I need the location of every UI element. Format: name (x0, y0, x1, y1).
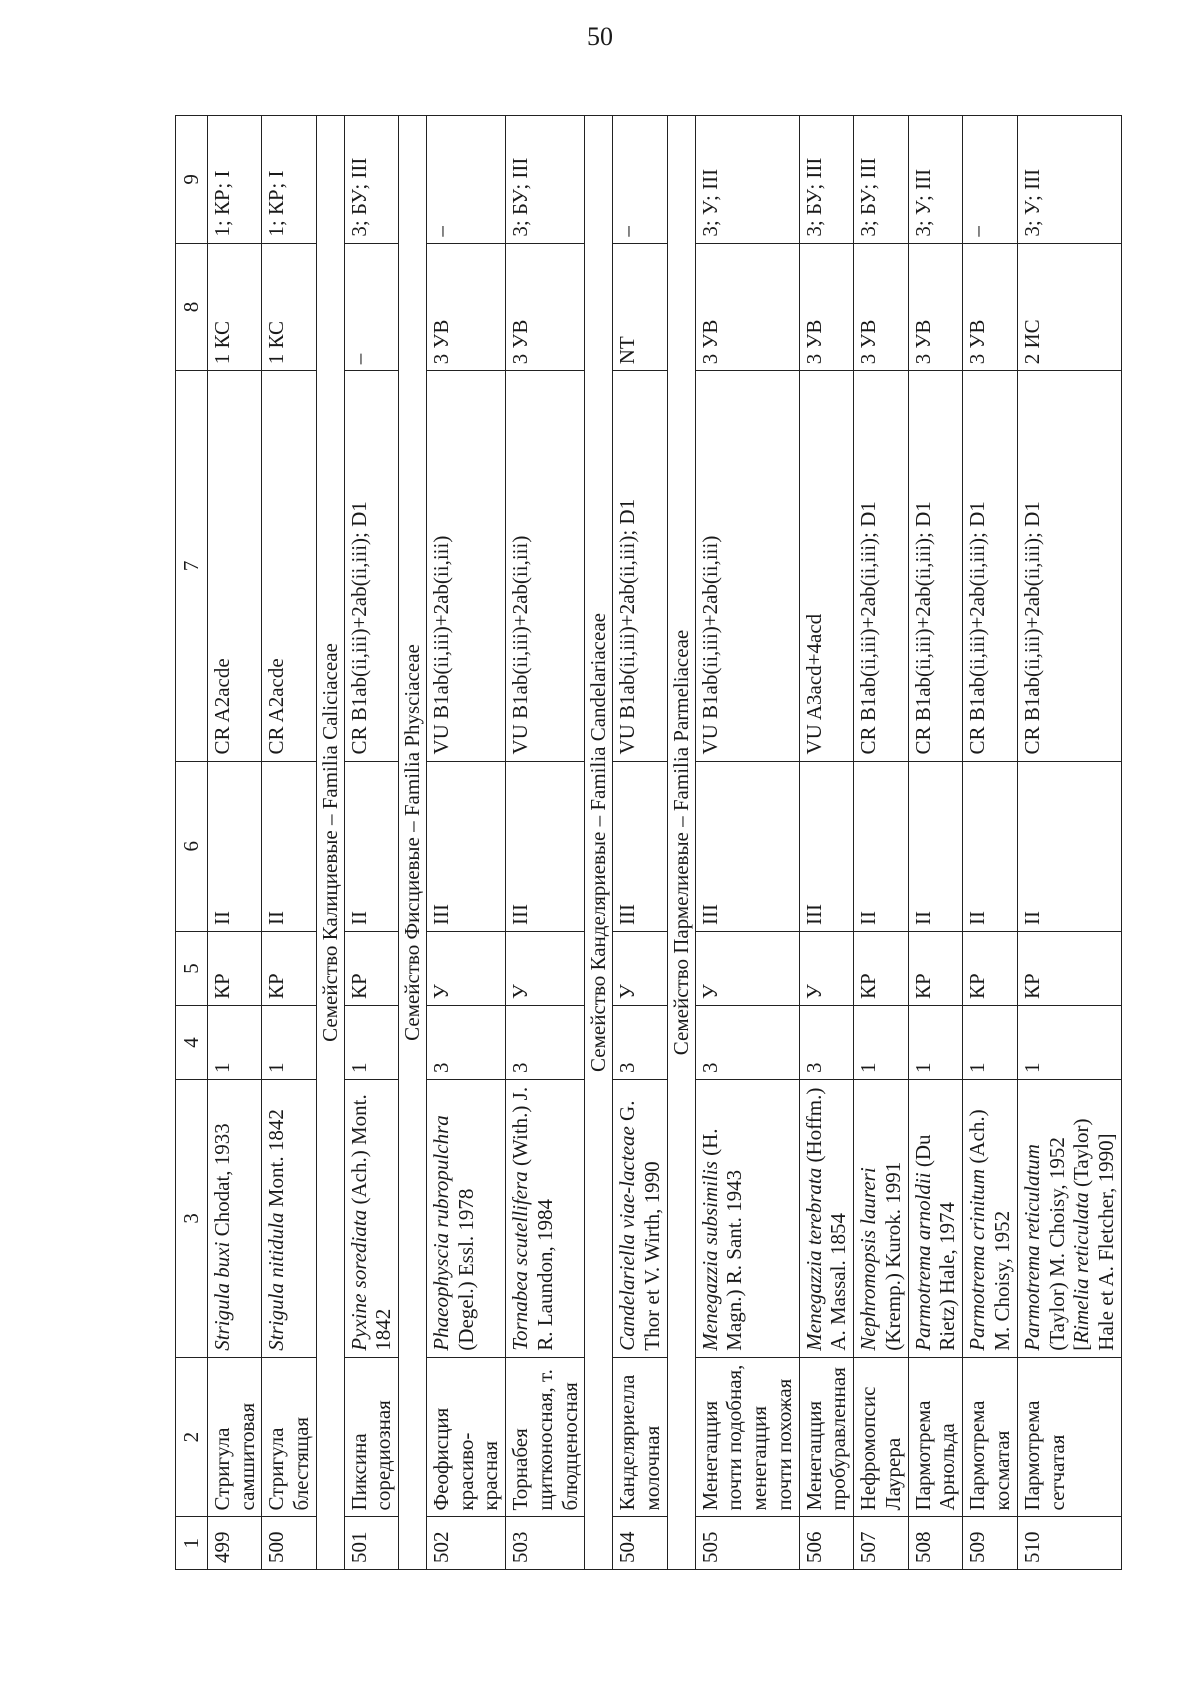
latin-genus-species: Pyxine sorediata (346, 1209, 371, 1351)
table-row (908, 116, 963, 1570)
header-cell: 7 (176, 371, 208, 761)
row-number: 502 (426, 1517, 505, 1570)
table-row (262, 116, 317, 1570)
table-row (695, 116, 799, 1570)
iucn-criteria: VU B1ab(ii,iii)+2ab(ii,iii) (695, 371, 799, 761)
col-8-value: 1 КС (207, 243, 262, 371)
row-number: 506 (799, 1517, 854, 1570)
family-row (399, 116, 427, 1570)
col-4-value: 3 (426, 1006, 505, 1080)
iucn-criteria: CR B1ab(ii,iii)+2ab(ii,iii); D1 (963, 371, 1018, 761)
col-8-value: 3 УВ (854, 243, 909, 371)
latin-genus-species: Tornabea scutellifera (508, 1171, 533, 1351)
col-9-value: 3; БУ; III (344, 116, 399, 244)
latin-genus-species: Candelariella viae-lacteae (615, 1126, 640, 1351)
header-cell: 8 (176, 243, 208, 371)
russian-name: Торнабея щитконосная, т. блюдценосная (506, 1357, 585, 1517)
red-list-table-rotated (175, 115, 1119, 1570)
col-9-value: 3; БУ; III (799, 116, 854, 244)
latin-genus-species: Parmotrema crinitum (965, 1168, 990, 1351)
header-cell: 4 (176, 1006, 208, 1080)
latin-authority: (Hoffm.) A. Massal. 1854 (801, 1087, 851, 1351)
col-5-value: КР (344, 932, 399, 1006)
iucn-criteria: CR B1ab(ii,iii)+2ab(ii,iii); D1 (1017, 371, 1121, 761)
col-5-value: У (695, 932, 799, 1006)
latin-name (426, 1080, 505, 1358)
col-8-value: – (344, 243, 399, 371)
col-9-value: – (426, 116, 505, 244)
latin-name (262, 1080, 317, 1358)
col-9-value: – (613, 116, 668, 244)
col-4-value: 1 (963, 1006, 1018, 1080)
latin-genus-species: Parmotrema reticulatum (1019, 1144, 1044, 1351)
table-row (799, 116, 854, 1570)
col-6-value: II (963, 761, 1018, 931)
header-cell: 2 (176, 1357, 208, 1517)
latin-authority: (Ach.) M. Choisy, 1952 (965, 1109, 1014, 1351)
latin-genus-species: Nephromopsis laureri (856, 1167, 881, 1351)
family-row (316, 116, 344, 1570)
iucn-criteria: CR B1ab(ii,iii)+2ab(ii,iii); D1 (908, 371, 963, 761)
latin-name (613, 1080, 668, 1358)
header-cell: 6 (176, 761, 208, 931)
iucn-criteria: CR A2acde (262, 371, 317, 761)
col-5-value: У (799, 932, 854, 1006)
russian-name: Пиксина соредиозная (344, 1357, 399, 1517)
iucn-criteria: VU B1ab(ii,iii)+2ab(ii,iii); D1 (613, 371, 668, 761)
header-cell: 3 (176, 1080, 208, 1358)
col-9-value: 3; БУ; III (854, 116, 909, 244)
table-row (426, 116, 505, 1570)
latin-authority: (H. Magn.) R. Sant. 1943 (697, 1128, 747, 1351)
col-9-value: – (963, 116, 1018, 244)
header-cell: 1 (176, 1517, 208, 1570)
col-4-value: 1 (207, 1006, 262, 1080)
family-heading: Семейство Калициевые – Familia Caliciaceae (316, 116, 344, 1570)
latin-name (344, 1080, 399, 1358)
col-9-value: 3; У; III (695, 116, 799, 244)
latin-authority: G. Thor et V. Wirth, 1990 (615, 1100, 665, 1351)
family-heading: Семейство Канделяриевые – Familia Candelariaceae (585, 116, 613, 1570)
col-6-value: III (426, 761, 505, 931)
latin-name (854, 1080, 909, 1358)
col-4-value: 1 (1017, 1006, 1121, 1080)
latin-name (506, 1080, 585, 1358)
latin-authority: (With.) J. R. Laundon, 1984 (508, 1086, 557, 1351)
table-row (344, 116, 399, 1570)
latin-genus-species: Parmotrema arnoldii (910, 1172, 935, 1351)
row-number: 499 (207, 1517, 262, 1570)
family-row (667, 116, 695, 1570)
latin-authority: (Du Rietz) Hale, 1974 (910, 1134, 960, 1351)
latin-genus-species: Strigula nitidula (264, 1212, 289, 1351)
russian-name: Феофисция красиво-красная (426, 1357, 505, 1517)
latin-authority: (Ach.) Mont. 1842 (346, 1094, 396, 1351)
family-heading: Семейство Фисциевые – Familia Physciaceae (399, 116, 427, 1570)
col-9-value: 1; КР; I (207, 116, 262, 244)
col-4-value: 1 (908, 1006, 963, 1080)
col-5-value: КР (854, 932, 909, 1006)
row-number: 509 (963, 1517, 1018, 1570)
latin-synonym: Rimelia reticulata (1069, 1192, 1094, 1344)
col-8-value: 3 УВ (963, 243, 1018, 371)
latin-genus-species: Strigula buxi (209, 1241, 234, 1351)
iucn-criteria: CR A2acde (207, 371, 262, 761)
col-5-value: У (426, 932, 505, 1006)
latin-name (1017, 1080, 1121, 1358)
table-row (963, 116, 1018, 1570)
russian-name: Стригула блестящая (262, 1357, 317, 1517)
row-number: 504 (613, 1517, 668, 1570)
russian-name: Менегацция пробуравленная (799, 1357, 854, 1517)
col-5-value: КР (963, 932, 1018, 1006)
latin-genus-species: Menegazzia terebrata (801, 1167, 826, 1351)
col-4-value: 3 (695, 1006, 799, 1080)
col-5-value: У (506, 932, 585, 1006)
col-6-value: III (695, 761, 799, 931)
latin-name (695, 1080, 799, 1358)
col-4-value: 1 (262, 1006, 317, 1080)
family-heading: Семейство Пармелиевые – Familia Parmeliaceae (667, 116, 695, 1570)
col-6-value: III (613, 761, 668, 931)
header-row (176, 116, 208, 1570)
col-6-value: II (1017, 761, 1121, 931)
table-row (207, 116, 262, 1570)
table-body (207, 116, 1121, 1570)
russian-name: Пармотрема косматая (963, 1357, 1018, 1517)
col-9-value: 3; У; III (908, 116, 963, 244)
latin-name (963, 1080, 1018, 1358)
russian-name: Нефромопсис Лаурера (854, 1357, 909, 1517)
col-5-value: У (613, 932, 668, 1006)
russian-name: Менегацция почти подобная, менегацция почти похожая (695, 1357, 799, 1517)
col-4-value: 1 (344, 1006, 399, 1080)
red-list-table (175, 115, 1122, 1570)
row-number: 510 (1017, 1517, 1121, 1570)
col-6-value: II (908, 761, 963, 931)
latin-genus-species: Menegazzia subsimilis (697, 1161, 722, 1351)
col-6-value: II (344, 761, 399, 931)
header-cell: 9 (176, 116, 208, 244)
col-8-value: 3 УВ (506, 243, 585, 371)
latin-authority: (Kremp.) Kurok. 1991 (880, 1161, 905, 1351)
iucn-criteria: VU A3acd+4acd (799, 371, 854, 761)
iucn-criteria: VU B1ab(ii,iii)+2ab(ii,iii) (506, 371, 585, 761)
table-row (506, 116, 585, 1570)
latin-genus-species: Phaeophyscia rubropulchra (428, 1115, 453, 1351)
header-cell: 5 (176, 932, 208, 1006)
page-number: 50 (587, 22, 613, 51)
col-6-value: III (506, 761, 585, 931)
row-number: 500 (262, 1517, 317, 1570)
row-number: 503 (506, 1517, 585, 1570)
latin-name (207, 1080, 262, 1358)
russian-name: Стригула самшитовая (207, 1357, 262, 1517)
table-row (613, 116, 668, 1570)
col-5-value: КР (262, 932, 317, 1006)
iucn-criteria: CR B1ab(ii,iii)+2ab(ii,iii); D1 (344, 371, 399, 761)
row-number: 501 (344, 1517, 399, 1570)
latin-authority: (Taylor) M. Choisy, 1952 [ (1044, 1137, 1094, 1351)
col-9-value: 1; КР; I (262, 116, 317, 244)
col-8-value: NT (613, 243, 668, 371)
table-row (1017, 116, 1121, 1570)
iucn-criteria: VU B1ab(ii,iii)+2ab(ii,iii) (426, 371, 505, 761)
table-row (854, 116, 909, 1570)
col-9-value: 3; У; III (1017, 116, 1121, 244)
iucn-criteria: CR B1ab(ii,iii)+2ab(ii,iii); D1 (854, 371, 909, 761)
col-4-value: 3 (506, 1006, 585, 1080)
col-8-value: 3 УВ (908, 243, 963, 371)
col-6-value: III (799, 761, 854, 931)
col-4-value: 3 (799, 1006, 854, 1080)
col-5-value: КР (908, 932, 963, 1006)
col-6-value: II (207, 761, 262, 931)
col-4-value: 3 (613, 1006, 668, 1080)
col-4-value: 1 (854, 1006, 909, 1080)
col-6-value: II (262, 761, 317, 931)
family-row (585, 116, 613, 1570)
latin-authority: (Degel.) Essl. 1978 (453, 1188, 478, 1351)
col-8-value: 1 КС (262, 243, 317, 371)
russian-name: Канделяриелла молочная (613, 1357, 668, 1517)
col-8-value: 3 УВ (799, 243, 854, 371)
row-number: 505 (695, 1517, 799, 1570)
col-8-value: 3 УВ (426, 243, 505, 371)
latin-authority: Mont. 1842 (264, 1109, 289, 1213)
col-8-value: 2 ИС (1017, 243, 1121, 371)
latin-synonym-authority: (Taylor) Hale et A. Fletcher, 1990] (1069, 1118, 1119, 1351)
russian-name: Пармотрема сетчатая (1017, 1357, 1121, 1517)
col-6-value: II (854, 761, 909, 931)
latin-authority: Chodat, 1933 (209, 1123, 234, 1242)
row-number: 508 (908, 1517, 963, 1570)
col-5-value: КР (1017, 932, 1121, 1006)
latin-name (799, 1080, 854, 1358)
latin-name (908, 1080, 963, 1358)
col-8-value: 3 УВ (695, 243, 799, 371)
row-number: 507 (854, 1517, 909, 1570)
col-5-value: КР (207, 932, 262, 1006)
col-9-value: 3; БУ; III (506, 116, 585, 244)
russian-name: Пармотрема Арнольда (908, 1357, 963, 1517)
